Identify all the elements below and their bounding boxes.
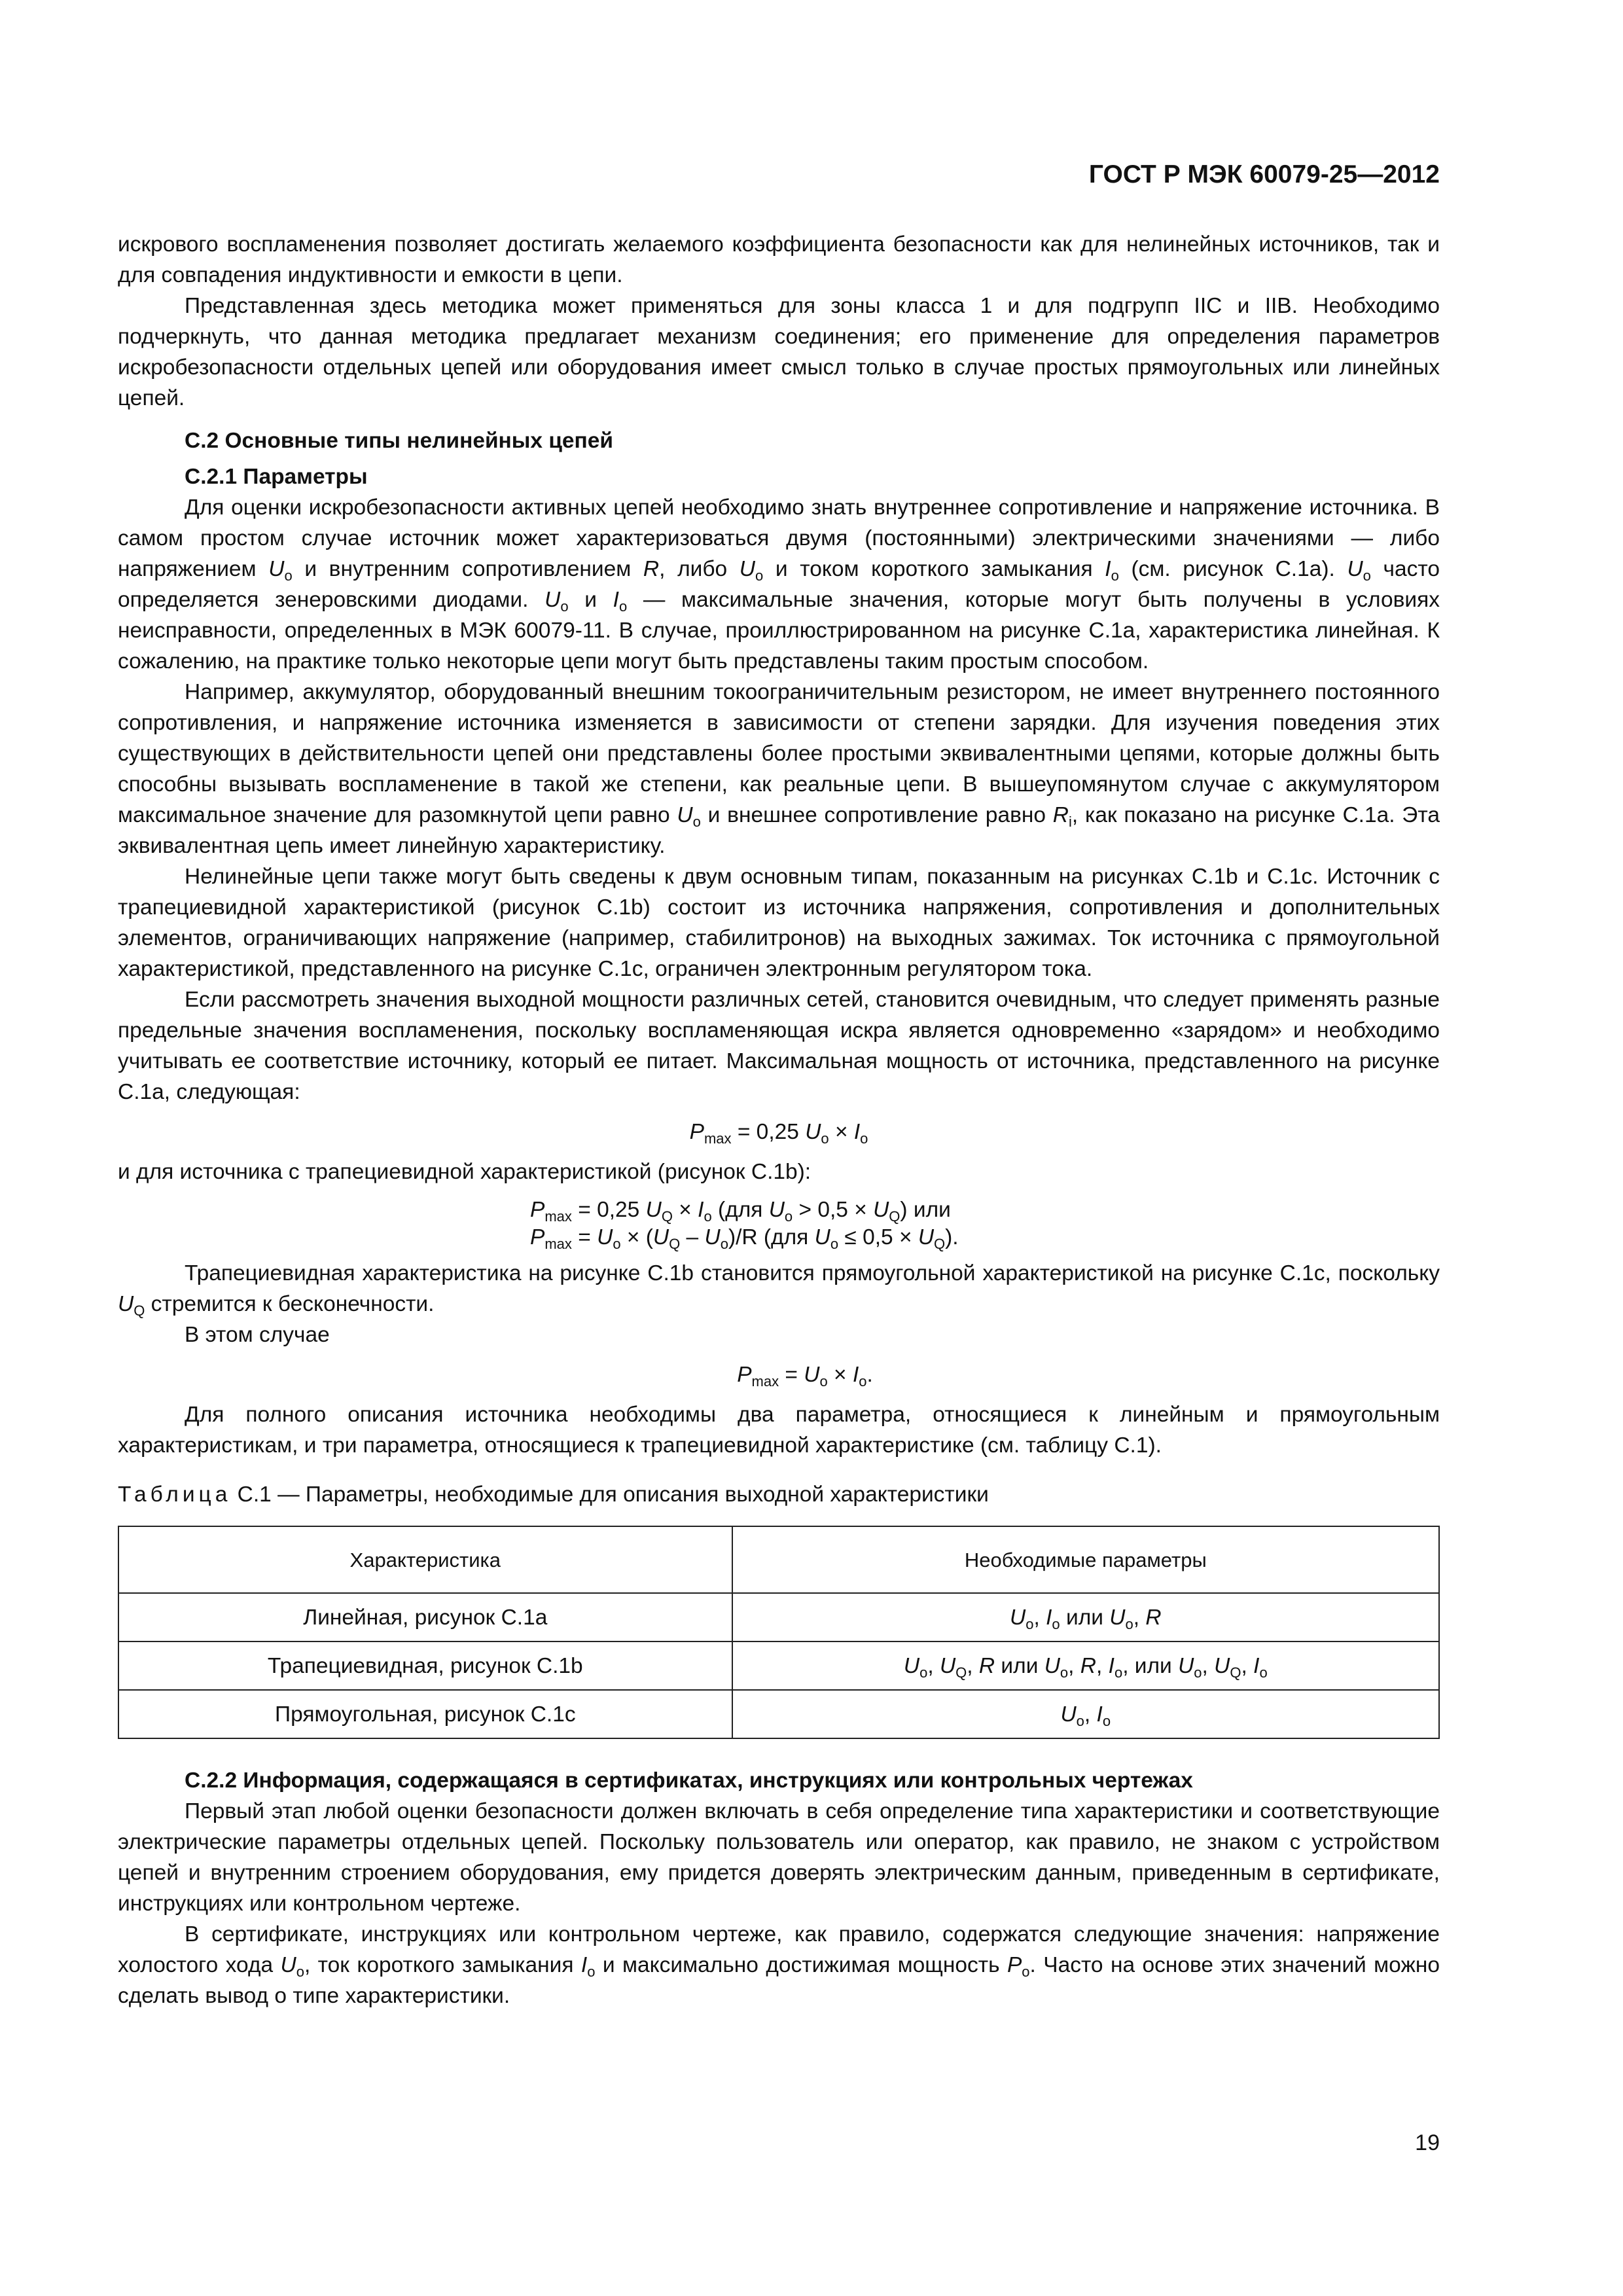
section-heading-c2: С.2 Основные типы нелинейных цепей bbox=[185, 429, 614, 453]
paragraph: Трапециевидная характеристика на рисунке С.1b становится прямоугольной характеристикой на рисунке С.1c, поскольку $U_Q$ стремится к бесконечности. bbox=[118, 1261, 1440, 1319]
formula-line: $P_{max} = U_o \times (U_Q - U_o)/R$ (для $U_o \le 0,5 \times U_Q$). bbox=[530, 1225, 959, 1252]
table-cell: $U_o$, $U_Q$, R или $U_o$, R, $I_o$, или $U_o$, $U_Q$, $I_o$ bbox=[732, 1641, 1439, 1690]
paragraph: искрового воспламенения позволяет достигать желаемого коэффициента безопасности как для нелинейных источников, так и для совпадения индуктивности и емкости в цепи. bbox=[118, 232, 1440, 287]
document-page bbox=[118, 0, 1440, 2296]
document-header: ГОСТ Р МЭК 60079-25—2012 bbox=[1088, 160, 1440, 188]
formula-pmax-linear: $P_{max} = 0,25$ $U_o \times I_o$ bbox=[689, 1120, 868, 1147]
paragraph: Если рассмотреть значения выходной мощности различных сетей, становится очевидным, что следует применять разные предельные значения воспламенения, поскольку воспламеняющая искра является одновременно «зарядом» и необходимо учитывать ее соответствие источнику, который ее питает. Максимальная мощность от источника, представленного на рисунке С.1а, следующая: bbox=[118, 988, 1440, 1104]
page-number: 19 bbox=[1415, 2130, 1440, 2155]
parameters-table bbox=[118, 1526, 1440, 1739]
table-cell: Линейная, рисунок С.1а bbox=[118, 1593, 732, 1641]
table-caption: Таблица С.1 — Параметры, необходимые для описания выходной характеристики bbox=[118, 1482, 989, 1507]
table-row bbox=[118, 1690, 1439, 1738]
paragraph: Например, аккумулятор, оборудованный внешним токоограничительным резистором, не имеет внутреннего постоянного сопротивления, и напряжение источника изменяется в зависимости от степени зарядки. Для изучения поведения этих существующих в действительности цепей они представлены более простыми эквивалентными цепями, которые должны быть способны вызывать воспламенение в такой же степени, как реальные цепи. В вышеупомянутом случае с аккумулятором максимальное значение для разомкнутой цепи равно $U_o$ и внешнее сопротивление равно $R_i$, как показано на рисунке С.1а. Эта эквивалентная цепь имеет линейную характеристику. bbox=[118, 680, 1440, 858]
formula-pmax-trapezoid bbox=[118, 1196, 1440, 1251]
section-heading-c21: С.2.1 Параметры bbox=[185, 465, 368, 489]
section-heading-c22: С.2.2 Информация, содержащаяся в сертификатах, инструкциях или контрольных чертежах bbox=[185, 1768, 1193, 1793]
column-header: Необходимые параметры bbox=[732, 1526, 1439, 1593]
document-body bbox=[118, 229, 1440, 2011]
paragraph: Для полного описания источника необходимы два параметра, относящиеся к линейным и прямоугольным характеристикам, и три параметра, относящиеся к трапециевидной характеристике (см. таблицу С.1). bbox=[118, 1403, 1440, 1458]
column-header: Характеристика bbox=[118, 1526, 732, 1593]
paragraph: Первый этап любой оценки безопасности должен включать в себя определение типа характеристики и соответствующие электрические параметры отдельных цепей. Поскольку пользователь или оператор, как правило, не знаком с устройством цепей и внутренним строением оборудования, ему придется доверять электрическим данным, приведенным в сертификате, инструкциях или контрольном чертеже. bbox=[118, 1799, 1440, 1916]
paragraph: и для источника с трапециевидной характеристикой (рисунок С.1b): bbox=[118, 1160, 812, 1184]
table-cell: Прямоугольная, рисунок С.1c bbox=[118, 1690, 732, 1738]
paragraph: В этом случае bbox=[185, 1323, 330, 1347]
paragraph: Представленная здесь методика может применяться для зоны класса 1 и для подгрупп IIC и IIB. Необходимо подчеркнуть, что данная методика предлагает механизм соединения; его применение для определения параметров искробезопасности отдельных цепей или оборудования имеет смысл только в случае простых прямоугольных или линейных цепей. bbox=[118, 294, 1440, 410]
formula-pmax-rectangular: $P_{max} = U_o \times I_o$. bbox=[737, 1363, 873, 1390]
formula-line: $P_{max} = 0,25$ $U_Q \times I_o$ (для $U_o > 0,5 \times U_Q$) или bbox=[530, 1198, 951, 1225]
table-row bbox=[118, 1593, 1439, 1641]
paragraph: Для оценки искробезопасности активных цепей необходимо знать внутреннее сопротивление и напряжение источника. В самом простом случае источник может характеризоваться двумя (постоянными) электрическими значениями — либо напряжением $U_o$ и внутренним сопротивлением R, либо $U_o$ и током короткого замыкания $I_o$ (см. рисунок С.1а). $U_o$ часто определяется зенеровскими диодами. $U_o$ и $I_o$ — максимальные значения, которые могут быть получены в условиях неисправности, определенных в МЭК 60079-11. В случае, проиллюстрированном на рисунке С.1а, характеристика линейная. К сожалению, на практике только некоторые цепи могут быть представлены таким простым способом. bbox=[118, 495, 1440, 673]
table-cell: $U_o$, $I_o$ bbox=[732, 1690, 1439, 1738]
paragraph: Нелинейные цепи также могут быть сведены к двум основным типам, показанным на рисунках С.1b и С.1c. Источник с трапециевидной характеристикой (рисунок С.1b) состоит из источника напряжения, сопротивления и дополнительных элементов, ограничивающих напряжение (например, стабилитронов) на выходных зажимах. Ток источника с прямоугольной характеристикой, представленного на рисунке С.1c, ограничен электронным регулятором тока. bbox=[118, 865, 1440, 981]
table-cell: $U_o$, $I_o$ или $U_o$, R bbox=[732, 1593, 1439, 1641]
table-row bbox=[118, 1641, 1439, 1690]
table-cell: Трапециевидная, рисунок С.1b bbox=[118, 1641, 732, 1690]
table-header-row bbox=[118, 1526, 1439, 1593]
paragraph: В сертификате, инструкциях или контрольном чертеже, как правило, содержатся следующие значения: напряжение холостого хода $U_o$, ток короткого замыкания $I_o$ и максимально достижимая мощность $P_o$. Часто на основе этих значений можно сделать вывод о типе характеристики. bbox=[118, 1922, 1440, 2008]
